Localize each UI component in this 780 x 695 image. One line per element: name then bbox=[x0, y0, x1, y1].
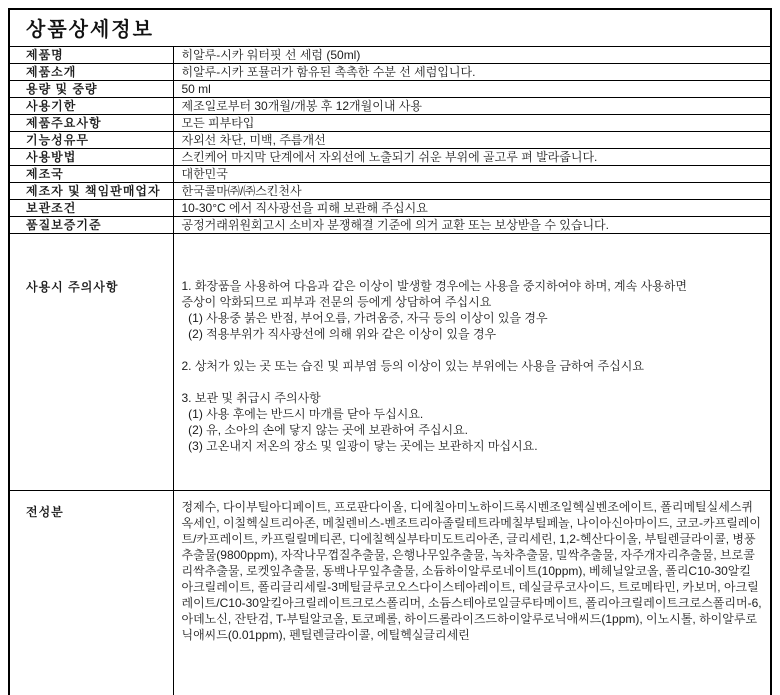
row-value: 스킨케어 마지막 단계에서 자외선에 노출되기 쉬운 부위에 골고루 펴 발라줍니다. bbox=[173, 149, 771, 166]
caution-text bbox=[173, 234, 771, 491]
product-info-table bbox=[8, 8, 772, 695]
row-label-caution: 사용시 주의사항 bbox=[9, 234, 173, 491]
row-label: 사용기한 bbox=[9, 98, 173, 115]
row-label: 제품명 bbox=[9, 47, 173, 64]
caution-line: (3) 고온내지 저온의 장소 및 일광이 닿는 곳에는 보관하지 마십시요. bbox=[181, 439, 538, 453]
row-label: 보관조건 bbox=[9, 200, 173, 217]
table-row bbox=[9, 81, 771, 98]
row-label: 제품주요사항 bbox=[9, 115, 173, 132]
caution-line: (1) 사용중 붉은 반점, 부어오름, 가려움증, 자극 등의 이상이 있을 경우 bbox=[181, 311, 548, 325]
caution-line: 증상이 악화되므로 피부과 전문의 등에게 상담하여 주십시요 bbox=[181, 295, 492, 309]
caution-lines bbox=[182, 278, 763, 454]
table-row-ingredients bbox=[9, 491, 771, 695]
row-value: 히알루-시카 포뮬러가 함유된 촉촉한 수분 선 세럼입니다. bbox=[173, 64, 771, 81]
page-title: 상품상세정보 bbox=[9, 9, 771, 47]
row-label: 품질보증기준 bbox=[9, 217, 173, 234]
row-label: 제조국 bbox=[9, 166, 173, 183]
row-value: 자외선 차단, 미백, 주름개선 bbox=[173, 132, 771, 149]
table-row bbox=[9, 47, 771, 64]
row-label: 기능성유무 bbox=[9, 132, 173, 149]
row-value: 제조일로부터 30개월/개봉 후 12개월이내 사용 bbox=[173, 98, 771, 115]
table-row bbox=[9, 115, 771, 132]
row-value: 50 ml bbox=[173, 81, 771, 98]
row-value: 공정거래위원회고시 소비자 분쟁해결 기준에 의거 교환 또는 보상받을 수 있습니다. bbox=[173, 217, 771, 234]
caution-line: (2) 적용부위가 직사광선에 의해 위와 같은 이상이 있을 경우 bbox=[181, 327, 497, 341]
ingredients-value: 정제수, 다이부틸아디페이트, 프로판다이올, 디에칠아미노하이드록시벤조일헥실벤조에이트, 폴리메틸실세스퀴옥세인, 이칠헥실트리아존, 메칠렌비스-벤조트리아졸릴테트라메칠부틸페놀, 나이아신아마이드, 코코-카프릴레이트/카프레이트, 카프릴릴메티콘, 디에칠헥실부타미도트리아존, 글리세린, 1,2-헥산다이올, 부틸렌글라이콜, 병풍추출물(9800ppm), 자작나무껍질추출물, 은행나무잎추출물, 녹차추출물, 밀싹추출물, 자주개자리추출물, 브로콜리싹추출물, 로켓잎추출물, 동백나무잎추출물, 소듐하이알루로네이트(10ppm), 베헤닐알코올, 폴리C10-30알킬아크릴레이트, 폴리글리세릴-3메틸글루코오스다이스테아레이트, 데실글루코사이드, 트로메타민, 카보머, 아크릴레이트/C10-30알킬아크릴레이트크로스폴리머, 소듐스테아로일글루타메이트, 폴리아크릴레이트크로스폴리머-6, 아데노신, 잔탄검, T-부틸알코올, 토코페롤, 하이드롤라이즈드하이알루로닉애씨드(1ppm), 이노시톨, 하이알루로닉애씨드(0.01ppm), 펜틸렌글라이콜, 에틸헥실글리세린 bbox=[181, 500, 762, 642]
row-label: 사용방법 bbox=[9, 149, 173, 166]
caution-line: (2) 유, 소아의 손에 닿지 않는 곳에 보관하여 주십시요. bbox=[181, 423, 469, 437]
title-row bbox=[9, 9, 771, 47]
table-row-caution bbox=[9, 234, 771, 491]
row-value: 히알루-시카 워터핏 선 세럼 (50ml) bbox=[173, 47, 771, 64]
caution-line: 1. 화장품을 사용하여 다음과 같은 이상이 발생할 경우에는 사용을 중지하여야 하며, 계속 사용하면 bbox=[181, 279, 687, 293]
table-row bbox=[9, 200, 771, 217]
row-label: 용량 및 중량 bbox=[9, 81, 173, 98]
table-row bbox=[9, 183, 771, 200]
table-row bbox=[9, 64, 771, 81]
row-value: 10-30°C 에서 직사광선을 피해 보관해 주십시요 bbox=[173, 200, 771, 217]
row-value: 대한민국 bbox=[173, 166, 771, 183]
caution-line: 2. 상처가 있는 곳 또는 습진 및 피부염 등의 이상이 있는 부위에는 사용을 금하여 주십시요 bbox=[181, 359, 644, 373]
table-row bbox=[9, 166, 771, 183]
ingredients-text bbox=[173, 491, 771, 695]
table-row bbox=[9, 217, 771, 234]
row-label: 제품소개 bbox=[9, 64, 173, 81]
caution-line: 3. 보관 및 취급시 주의사항 bbox=[181, 391, 321, 405]
row-label-ingredients: 전성분 bbox=[9, 491, 173, 695]
table-row bbox=[9, 132, 771, 149]
table-row bbox=[9, 149, 771, 166]
caution-line bbox=[182, 342, 763, 358]
row-value: 모든 피부타입 bbox=[173, 115, 771, 132]
table-row bbox=[9, 98, 771, 115]
row-label: 제조자 및 책임판매업자 bbox=[9, 183, 173, 200]
caution-line: (1) 사용 후에는 반드시 마개를 닫아 두십시요. bbox=[181, 407, 424, 421]
row-value: 한국콜마㈜/㈜스킨천사 bbox=[173, 183, 771, 200]
caution-line bbox=[182, 374, 763, 390]
